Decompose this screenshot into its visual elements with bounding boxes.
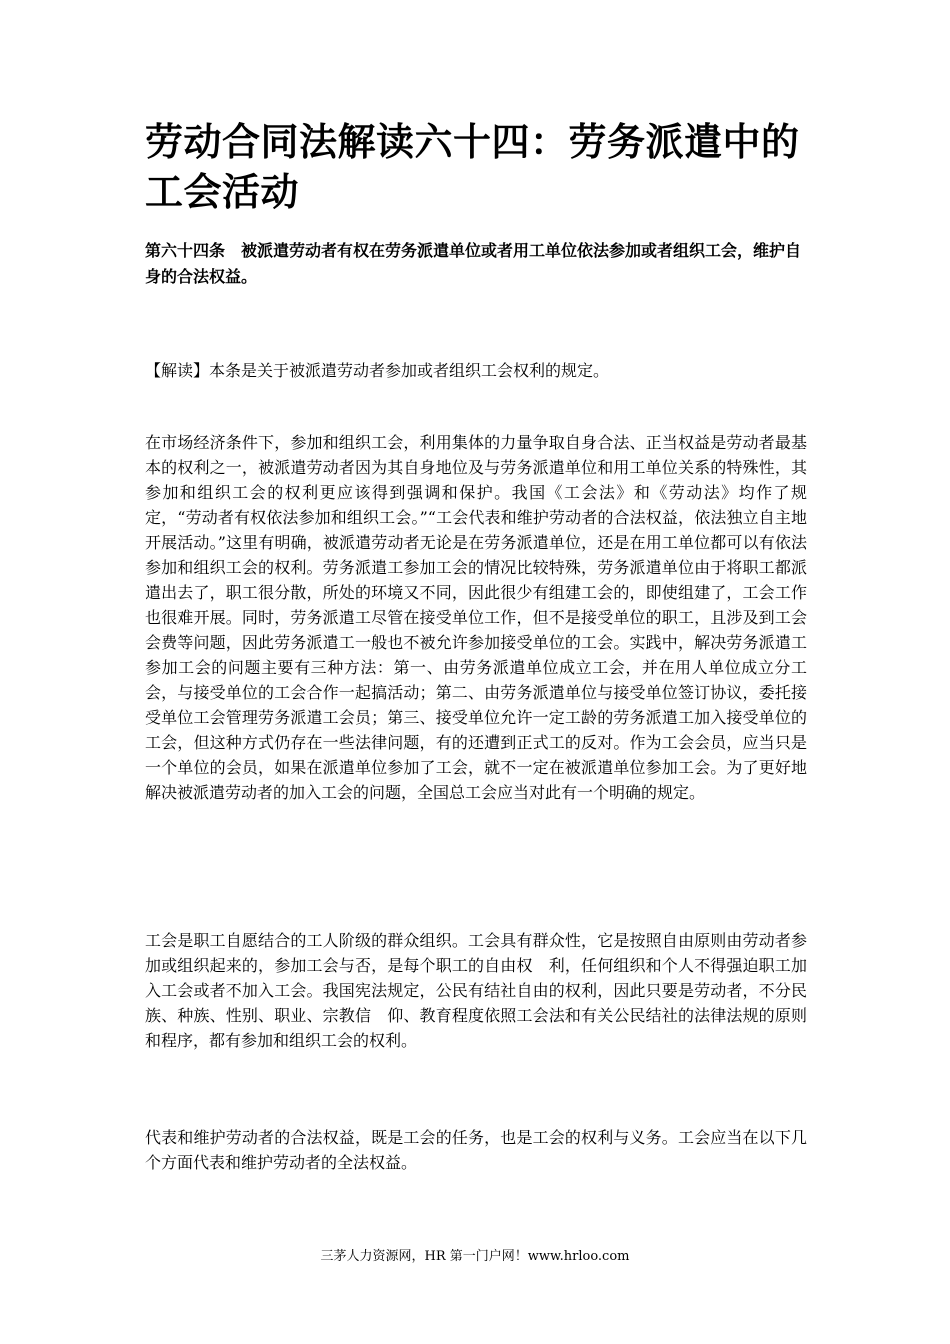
paragraph-union-nature: 工会是职工自愿结合的工人阶级的群众组织。工会具有群众性，它是按照自由原则由劳动者参加或组织起来的，参加工会与否，是每个职工的自由权 利，任何组织和个人不得强迫职工加入工会或者不加入工会。我国宪法规定，公民有结社自由的权利，因此只要是劳动者，不分民族、种族、性别、职业、宗教信 仰、教育程度依照工会法和有关公民结社的法律法规的原则和程序，都有参加和组织工会的权利。 (145, 931, 807, 1050)
paragraph-union-duties: 代表和维护劳动者的合法权益，既是工会的任务，也是工会的权利与义务。工会应当在以下几个方面代表和维护劳动者的全法权益。 (145, 1128, 807, 1172)
article-text: 第六十四条 被派遣劳动者有权在劳务派遣单位或者用工单位依法参加或者组织工会，维护自身的合法权益。 (145, 241, 802, 286)
paragraph-interpretation-intro: 【解读】本条是关于被派遣劳动者参加或者组织工会权利的规定。 (145, 361, 610, 380)
page-footer: 三茅人力资源网，HR 第一门户网！www.hrloo.com (320, 1249, 630, 1264)
document-title: 劳动合同法解读六十四：劳务派遣中的工会活动 (145, 120, 800, 214)
paragraph-market-economy: 在市场经济条件下，参加和组织工会，利用集体的力量争取自身合法、正当权益是劳动者最基本的权利之一，被派遣劳动者因为其自身地位及与劳务派遣单位和用工单位关系的特殊性，其参加和组织工会的权利更应该得到强调和保护。我国《工会法》和《劳动法》均作了规定，“劳动者有权依法参加和组织工会。”“工会代表和维护劳动者的合法权益，依法独立自主地开展活动。”这里有明确，被派遣劳动者无论是在劳务派遣单位，还是在用工单位都可以有依法参加和组织工会的权利。劳务派遣工参加工会的情况比较特殊，劳务派遣单位由于将职工都派遣出去了，职工很分散，所处的环境又不同，因此很少有组建工会的，即使组建了，工会工作也很难开展。同时，劳务派遣工尽管在接受单位工作，但不是接受单位的职工，且涉及到工会会费等问题，因此劳务派遣工一般也不被允许参加接受单位的工会。实践中，解决劳务派遣工参加工会的问题主要有三种方法：第一、由劳务派遣单位成立工会，并在用人单位成立分工会，与接受单位的工会合作一起搞活动；第二、由劳务派遣单位与接受单位签订协议，委托接受单位工会管理劳务派遣工会员；第三、接受单位允许一定工龄的劳务派遣工加入接受单位的工会，但这种方式仍存在一些法律问题，有的还遭到正式工的反对。作为工会会员，应当只是一个单位的会员，如果在派遣单位参加了工会，就不一定在被派遣单位参加工会。为了更好地解决被派遣劳动者的加入工会的问题，全国总工会应当对此有一个明确的规定。 (145, 433, 807, 802)
